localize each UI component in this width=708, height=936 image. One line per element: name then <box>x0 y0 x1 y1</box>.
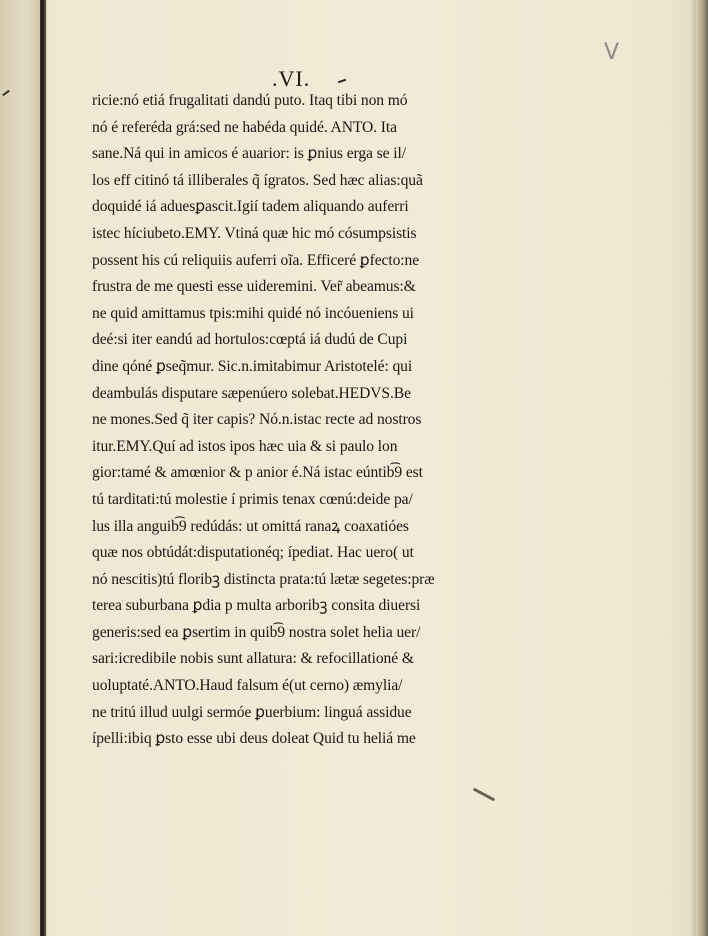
text-line: ne tritú illud uulgi sermóe ꝑuerbium: linguá assidue <box>92 703 412 721</box>
text-line: nó nescitis)tú floribꝫ distincta prata:tú lætæ segetes:præ <box>92 570 435 588</box>
text-line: ne quid amittamus tpis:mihi quidé nó incóueniens ui <box>92 304 414 322</box>
text-line: frustra de me questi esse uideremini. Ver̃ abeamus:& <box>92 278 416 296</box>
text-line: deé:si iter eandú ad hortulos:cœptá iá dudú de Cupi <box>92 331 408 349</box>
text-line: ricie:nó etiá frugalitati dandú puto. Itaq tibi non mó <box>92 92 408 109</box>
text-line: istec híciubeto.EMY. Vtiná quæ hic mó cósumpsistis <box>92 224 417 242</box>
text-line: possent his cú reliquiis auferri oĩa. Efficeré ꝑfecto:ne <box>92 251 420 269</box>
text-line: dine qóné ꝑseq̃mur. Sic.n.imitabimur Aristotelé: qui <box>92 357 413 375</box>
facing-page-edge <box>0 0 40 936</box>
text-line: nó é referéda grá:sed ne habéda quidé. ANTO. Ita <box>92 118 397 136</box>
text-block <box>92 88 522 753</box>
text-line: los eff citinó tá illiberales q̃ ígratos. Sed hæc alias:quã <box>92 171 423 189</box>
text-line: terea suburbana ꝑdia p multa arboribꝫ consita diuersi <box>92 597 421 615</box>
text-line: uoluptaté.ANTO.Haud falsum é(ut cerno) æmylia/ <box>92 677 403 695</box>
text-line: itur.EMY.Quí ad istos ipos hæc uia & si paulo lon <box>92 437 398 455</box>
page-edge <box>696 0 708 936</box>
text-line: ne mones.Sed q̃ iter capis? Nó.n.istac recte ad nostros <box>92 411 422 429</box>
text-line: doquidé iá aduesꝑascit.Igií tadem aliquando auferri <box>92 198 409 216</box>
text-line: lus illa anguib͡9 redúdás: ut omittá ranaꝝ coaxatióes <box>92 517 409 535</box>
text-line: sari:icredibile nobis sunt allatura: & refocillationé & <box>92 650 414 668</box>
text-line: gior:tamé & amœnior & p anior é.Ná istac eúntib͡9 est <box>92 464 423 482</box>
book-gutter <box>40 0 46 936</box>
ink-mark <box>2 90 10 96</box>
text-line: generis:sed ea ꝑsertim in quib͡9 nostra solet helia uer/ <box>92 623 421 641</box>
ink-smudge <box>473 788 496 802</box>
corner-pencil-mark: V <box>604 40 620 65</box>
text-line: deambulás disputare sæpenúero solebat.HEDVS.Be <box>92 384 411 402</box>
text-line: ípelli:ibiq ꝑsto esse ubi deus doleat Quid tu heliá me <box>92 730 416 748</box>
folio-number: .VI. <box>272 66 311 91</box>
text-line: sane.Ná qui in amicos é auarior: is ꝑnius erga se il/ <box>92 145 406 163</box>
text-line: tú tarditati:tú molestie í primis tenax cœnú:deide pa/ <box>92 490 413 508</box>
folio-tick-mark <box>338 79 346 84</box>
text-line: quæ nos obtúdát:disputationéq; ípediat. Hac uero( ut <box>92 544 414 562</box>
